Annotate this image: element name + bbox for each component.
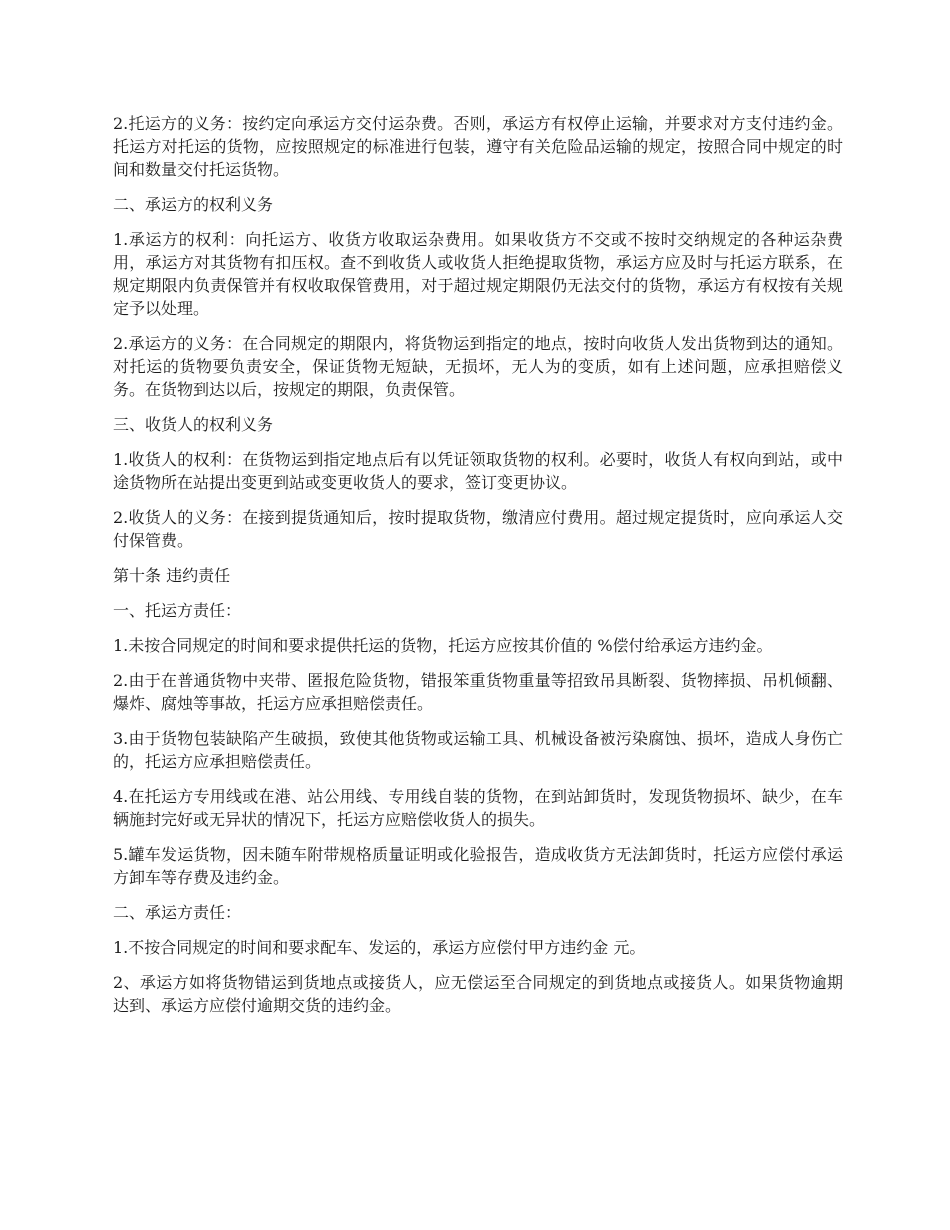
paragraph: 1.不按合同规定的时间和要求配车、发运的，承运方应偿付甲方违约金 元。 (113, 938, 646, 957)
section-heading: 三、收货人的权利义务 (113, 415, 274, 434)
paragraph: 1.承运方的权利：向托运方、收货方收取运杂费用。如果收货方不交或不按时交纳规定的各种运杂费用，承运方对其货物有扣压权。查不到收货人或收货人拒绝提取货物，承运方应及时与托运方联系，在规定期限内负责保管并有权收取保管费用，对于超过规定期限仍无法交付的货物，承运方有权按有关规定予以处理。 (113, 230, 843, 318)
paragraph: 2、承运方如将货物错运到货地点或接货人，应无偿运至合同规定的到货地点或接货人。如果货物逾期达到、承运方应偿付逾期交货的违约金。 (113, 973, 843, 1015)
section-heading: 二、承运方的权利义务 (113, 195, 274, 214)
document-body (113, 112, 843, 1029)
paragraph: 1.收货人的权利：在货物运到指定地点后有以凭证领取货物的权利。必要时，收货人有权向到站，或中途货物所在站提出变更到站或变更收货人的要求，签订变更协议。 (113, 450, 843, 492)
paragraph: 4.在托运方专用线或在港、站公用线、专用线自装的货物，在到站卸货时，发现货物损坏、缺少，在车辆施封完好或无异状的情况下，托运方应赔偿收货人的损失。 (113, 787, 843, 829)
section-heading: 二、承运方责任： (113, 903, 242, 922)
paragraph: 5.罐车发运货物，因未随车附带规格质量证明或化验报告，造成收货方无法卸货时，托运方应偿付承运方卸车等存费及违约金。 (113, 845, 843, 887)
paragraph: 1.未按合同规定的时间和要求提供托运的货物，托运方应按其价值的 %偿付给承运方违约金。 (113, 636, 773, 655)
paragraph: 2.承运方的义务：在合同规定的期限内，将货物运到指定的地点，按时向收货人发出货物到达的通知。对托运的货物要负责安全，保证货物无短缺，无损坏，无人为的变质，如有上述问题，应承担赔偿义务。在货物到达以后，按规定的期限，负责保管。 (113, 334, 843, 399)
paragraph: 2.收货人的义务：在接到提货通知后，按时提取货物，缴清应付费用。超过规定提货时，应向承运人交付保管费。 (113, 508, 843, 550)
section-heading: 一、托运方责任： (113, 601, 242, 620)
article-heading: 第十条 违约责任 (113, 566, 231, 585)
paragraph: 3.由于货物包装缺陷产生破损，致使其他货物或运输工具、机械设备被污染腐蚀、损坏，造成人身伤亡的，托运方应承担赔偿责任。 (113, 729, 843, 771)
paragraph: 2.由于在普通货物中夹带、匿报危险货物，错报笨重货物重量等招致吊具断裂、货物摔损、吊机倾翻、爆炸、腐烛等事故，托运方应承担赔偿责任。 (113, 671, 843, 713)
paragraph: 2.托运方的义务：按约定向承运方交付运杂费。否则，承运方有权停止运输，并要求对方支付违约金。托运方对托运的货物，应按照规定的标准进行包装，遵守有关危险品运输的规定，按照合同中规定的时间和数量交付托运货物。 (113, 114, 843, 179)
